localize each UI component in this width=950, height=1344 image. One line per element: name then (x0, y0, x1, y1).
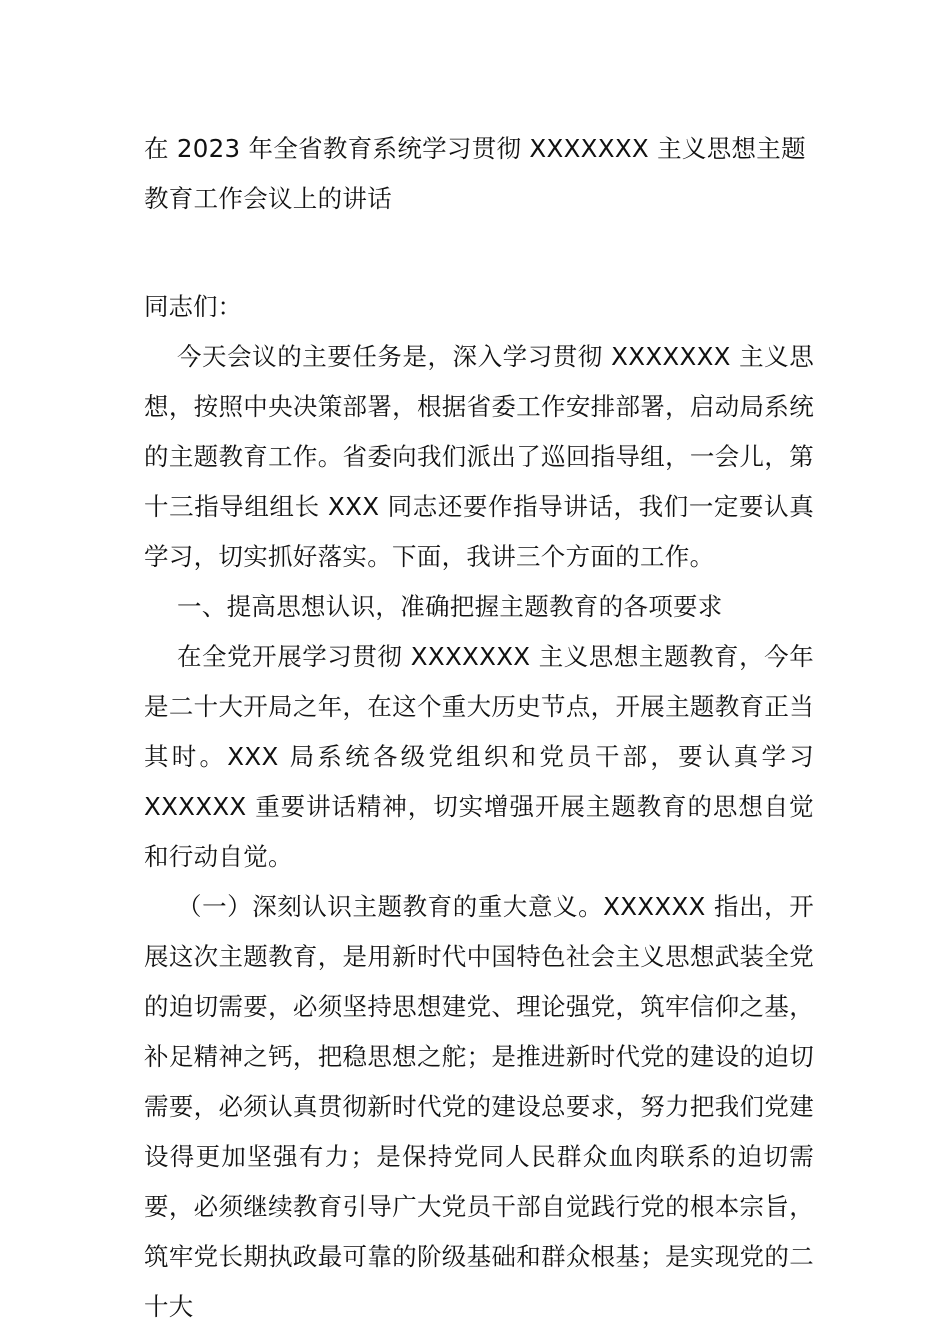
paragraph-intro: 今天会议的主要任务是，深入学习贯彻 XXXXXXX 主义思想，按照中央决策部署，根据省委工作安排部署，启动局系统的主题教育工作。省委向我们派出了巡回指导组，一会儿，第十三指导组组长 XXX 同志还要作指导讲话，我们一定要认真学习，切实抓好落实。下面，我讲三个方面的工作。 (144, 342, 814, 571)
document-body (144, 124, 814, 1332)
document-title: 在 2023 年全省教育系统学习贯彻 XXXXXXX 主义思想主题教育工作会议上的讲话 (144, 134, 806, 213)
section-heading-1: 一、提高思想认识，准确把握主题教育的各项要求 (177, 592, 723, 621)
salutation: 同志们： (144, 292, 242, 321)
paragraph-subsection-1: （一）深刻认识主题教育的重大意义。XXXXXX 指出，开展这次主题教育，是用新时代中国特色社会主义思想武装全党的迫切需要，必须坚持思想建党、理论强党，筑牢信仰之基，补足精神之钙，把稳思想之舵；是推进新时代党的建设的迫切需要，必须认真贯彻新时代党的建设总要求，努力把我们党建设得更加坚强有力；是保持党同人民群众血肉联系的迫切需要，必须继续教育引导广大党员干部自觉践行党的根本宗旨，筑牢党长期执政最可靠的阶级基础和群众根基；是实现党的二十大 (144, 892, 814, 1321)
paragraph-section-1: 在全党开展学习贯彻 XXXXXXX 主义思想主题教育，今年是二十大开局之年，在这个重大历史节点，开展主题教育正当其时。XXX 局系统各级党组织和党员干部，要认真学习 XXXXXX 重要讲话精神，切实增强开展主题教育的思想自觉和行动自觉。 (144, 642, 814, 871)
